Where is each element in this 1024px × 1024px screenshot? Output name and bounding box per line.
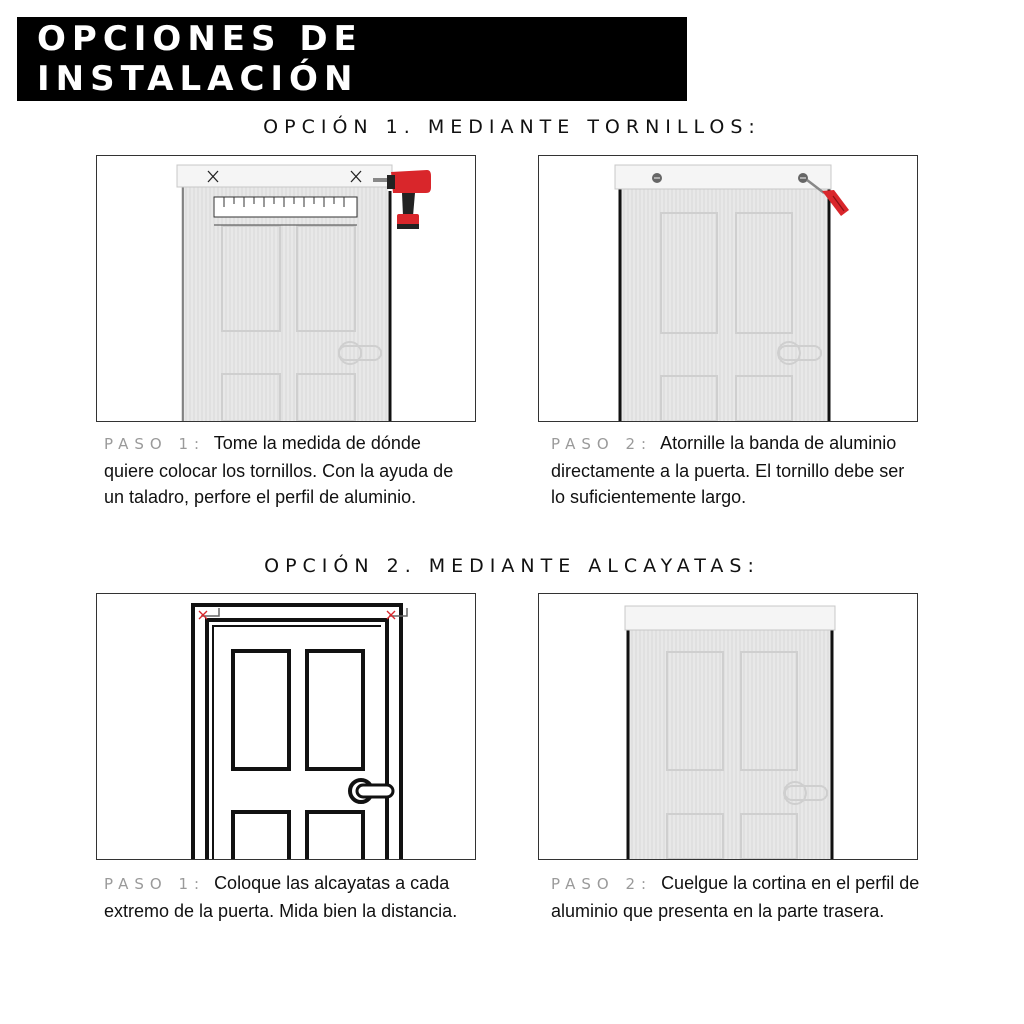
option1-step1-text <box>104 430 474 511</box>
curtain-screw-scene <box>539 156 917 421</box>
page-title: OPCIONES DE INSTALACIÓN <box>37 19 363 99</box>
option2-step2-text <box>551 870 921 924</box>
screw-icon <box>798 173 808 183</box>
curtain <box>619 188 829 421</box>
aluminium-profile <box>625 606 835 630</box>
curtain-drill-scene <box>97 156 475 421</box>
curtain <box>627 628 832 859</box>
option2-step1-illustration <box>96 593 476 860</box>
door-outline <box>193 605 401 859</box>
screw-icon <box>652 173 662 183</box>
cross-mark-icon <box>199 611 207 619</box>
option1-step2-illustration <box>538 155 918 422</box>
title-banner <box>17 17 687 101</box>
option1-step2-text <box>551 430 921 511</box>
step-description: Tome la medida de dónde quiere colocar los tornillos. Con la ayuda de un taladro, perfore el perfil de aluminio. <box>104 433 454 507</box>
cross-mark-icon <box>387 611 395 619</box>
curtain <box>181 186 388 421</box>
option2-step2-illustration <box>538 593 918 860</box>
step-description: Atornille la banda de aluminio directamente a la puerta. El tornillo debe ser lo suficientemente largo. <box>551 433 905 507</box>
aluminium-profile <box>177 165 392 187</box>
step-description: Cuelgue la cortina en el perfil de aluminio que presenta en la parte trasera. <box>551 873 920 921</box>
step-label: PASO 2: <box>551 435 653 453</box>
hook-icon <box>387 608 407 619</box>
step-description: Coloque las alcayatas a cada extremo de la puerta. Mida bien la distancia. <box>104 873 458 921</box>
option1-step1-illustration <box>96 155 476 422</box>
step-label: PASO 1: <box>104 435 206 453</box>
hook-icon <box>199 608 219 619</box>
door-hooks-scene <box>97 594 475 859</box>
option1-heading: OPCIÓN 1. MEDIANTE TORNILLOS: <box>263 116 761 138</box>
option2-heading: OPCIÓN 2. MEDIANTE ALCAYATAS: <box>264 555 760 577</box>
curtain-hung-scene <box>539 594 917 859</box>
option2-step1-text <box>104 870 474 924</box>
step-label: PASO 1: <box>104 875 206 893</box>
step-label: PASO 2: <box>551 875 653 893</box>
